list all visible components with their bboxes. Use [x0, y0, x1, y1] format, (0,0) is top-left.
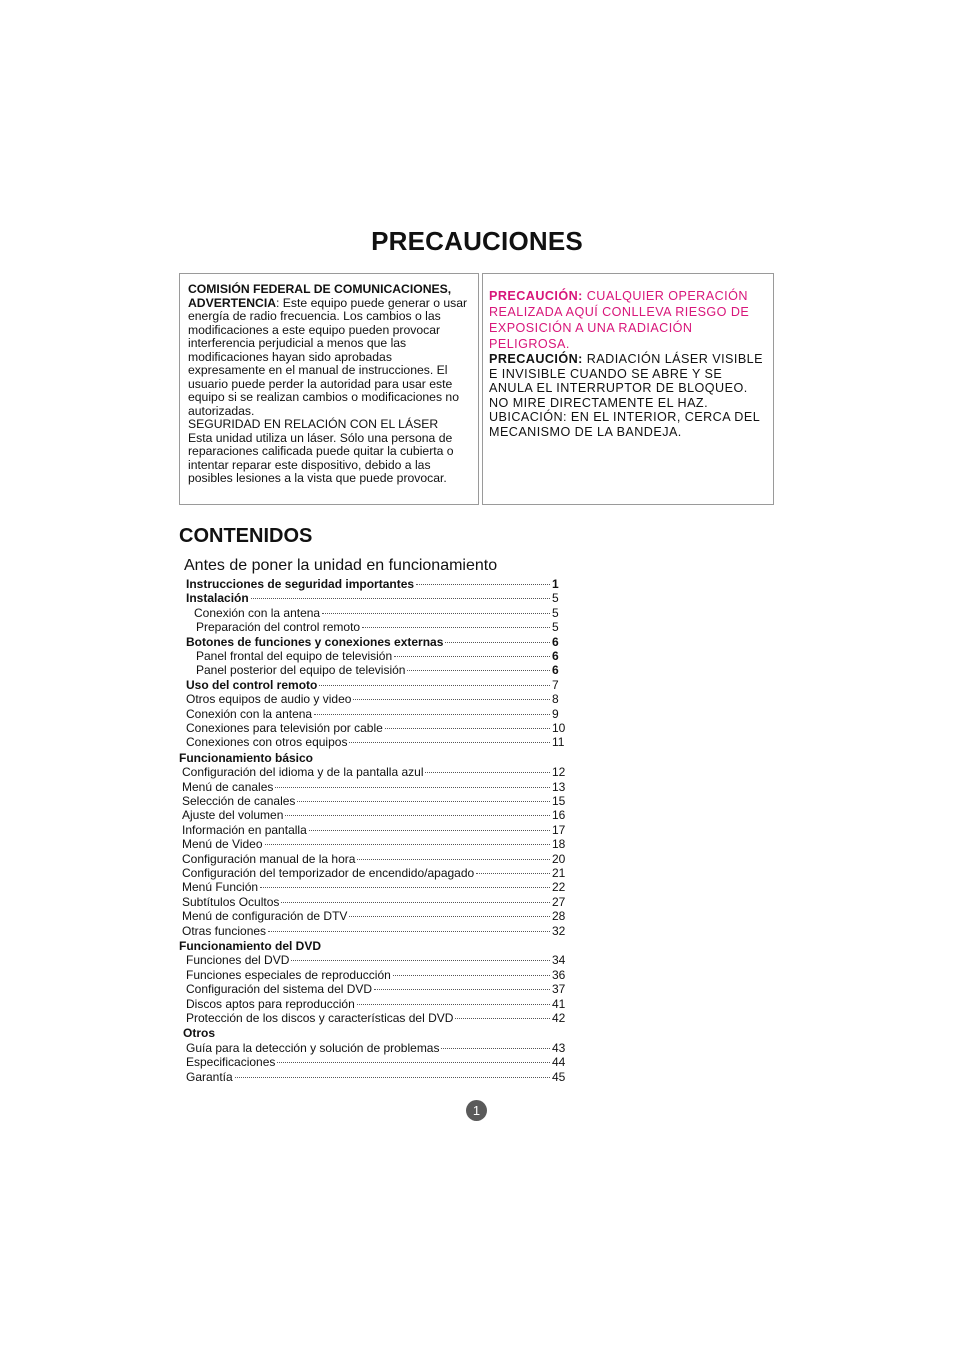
laser-caution-1 — [489, 288, 767, 352]
toc-entry — [186, 982, 570, 996]
toc-entry-page: 7 — [552, 677, 559, 692]
toc-entry-label: Conexiones para televisión por cable — [186, 721, 383, 735]
toc-entry-page: 22 — [552, 880, 566, 895]
toc-entry-label: Subtítulos Ocultos — [182, 894, 280, 909]
toc-entry-page: 16 — [552, 808, 566, 823]
laser-caution-1-label: PRECAUCIÓN: — [489, 289, 583, 303]
toc-entry-label: Instrucciones de seguridad importantes — [186, 577, 415, 591]
toc-entry-label: Conexión con la antena — [194, 605, 321, 620]
toc-leader-dots — [349, 916, 550, 917]
toc-entry-label: Conexión con la antena — [186, 706, 313, 721]
toc-entry — [196, 620, 570, 634]
toc-leader-dots — [394, 656, 550, 657]
toc-entry-label: Ajuste del volumen — [182, 808, 284, 823]
toc-entry — [186, 1055, 570, 1069]
toc-section-heading: Otros — [183, 1026, 216, 1041]
laser-safety-text: Esta unidad utiliza un láser. Sólo una persona de reparaciones calificada puede quitar la cubierta o intentar reparar este dispositivo, debido a las posibles lesiones a la vista que puede provocar. — [188, 430, 454, 485]
toc-leader-dots — [275, 787, 550, 788]
toc-entry-label: Botones de funciones y conexiones externas — [186, 634, 444, 649]
laser-caution-1-text: CUALQUIER OPERACIÓN REALIZADA AQUÍ CONLLEVA RIESGO DE EXPOSICIÓN A UNA RADIACIÓN PELIGROSA. — [489, 289, 750, 351]
toc-section-heading: Funcionamiento básico — [179, 750, 314, 765]
toc-leader-dots — [407, 670, 550, 671]
toc-entry — [186, 1041, 570, 1055]
toc-entry — [186, 591, 570, 605]
toc-entry-page: 21 — [552, 866, 566, 880]
toc-entry-page: 8 — [552, 692, 559, 707]
toc-entry-page: 6 — [552, 634, 559, 649]
toc-entry-label: Menú Función — [182, 880, 259, 895]
toc-entry — [186, 707, 570, 721]
toc-entry-label: Configuración del sistema del DVD — [186, 982, 373, 997]
toc-entry-page: 32 — [552, 923, 566, 938]
page-title: PRECAUCIONES — [371, 226, 583, 256]
toc-entry — [186, 997, 570, 1011]
toc-entry-label: Configuración manual de la hora — [182, 851, 356, 866]
toc-entry-page: 28 — [552, 909, 566, 924]
toc-leader-dots — [374, 989, 550, 990]
toc-leader-dots — [476, 873, 550, 874]
toc-entry-page: 5 — [552, 591, 559, 606]
toc-leader-dots — [314, 714, 550, 715]
laser-safety-heading: SEGURIDAD EN RELACIÓN CON EL LÁSER — [188, 417, 439, 431]
toc-entry — [186, 635, 570, 649]
toc-leader-dots — [445, 642, 550, 643]
toc-entry — [186, 678, 570, 692]
fcc-warning-label: ADVERTENCIA — [188, 295, 277, 310]
toc-entry-label: Menú de configuración de DTV — [182, 909, 348, 924]
toc-entry — [182, 895, 570, 909]
toc-leader-dots — [441, 1048, 550, 1049]
toc-entry-label: Otras funciones — [182, 923, 267, 938]
toc-entry-label: Preparación del control remoto — [196, 620, 361, 635]
toc-entry-page: 9 — [552, 706, 559, 721]
toc-entry — [182, 852, 570, 866]
toc-entry-page: 1 — [552, 577, 559, 591]
toc-entry-label: Panel posterior del equipo de televisión — [196, 663, 406, 678]
toc-leader-dots — [357, 859, 550, 860]
toc-leader-dots — [349, 742, 550, 743]
toc-leader-dots — [357, 1004, 550, 1005]
toc-entry — [182, 837, 570, 851]
toc-entry-page: 34 — [552, 953, 566, 968]
toc-entry-page: 10 — [552, 721, 566, 735]
toc-leader-dots — [291, 960, 550, 961]
toc-entry-page: 5 — [552, 605, 559, 620]
toc-leader-dots — [260, 887, 550, 888]
toc-entry-page: 27 — [552, 894, 566, 909]
toc-entry-label: Uso del control remoto — [186, 677, 318, 692]
toc-leader-dots — [455, 1018, 550, 1019]
toc-entry-label: Selección de canales — [182, 794, 296, 808]
toc-entry-label: Discos aptos para reproducción — [186, 996, 355, 1011]
contents-subtitle: Antes de poner la unidad en funcionamiento — [184, 557, 498, 574]
toc-leader-dots — [322, 613, 550, 614]
toc-leader-dots — [235, 1077, 550, 1078]
toc-entry — [194, 606, 570, 620]
toc-entry-label: Otros equipos de audio y video — [186, 692, 352, 707]
toc-entry-page: 6 — [552, 663, 559, 678]
toc-entry — [186, 953, 570, 967]
toc-entry-label: Garantía — [186, 1069, 233, 1084]
toc-entry-label: Guía para la detección y solución de problemas — [186, 1040, 440, 1055]
toc-leader-dots — [268, 931, 550, 932]
toc-entry-page: 45 — [552, 1069, 566, 1084]
toc-leader-dots — [251, 598, 550, 599]
toc-entry — [182, 823, 570, 837]
toc-entry-page: 12 — [552, 765, 566, 780]
toc-leader-dots — [277, 1062, 550, 1063]
toc-entry-page: 15 — [552, 794, 566, 808]
toc-entry — [186, 692, 570, 706]
contents-title: CONTENIDOS — [179, 525, 313, 547]
toc-entry-page: 36 — [552, 967, 566, 982]
toc-leader-dots — [265, 844, 550, 845]
toc-entry-label: Menú de Video — [182, 837, 263, 852]
toc-entry-label: Menú de canales — [182, 779, 274, 794]
laser-caution-2-text: RADIACIÓN LÁSER VISIBLE E INVISIBLE CUANDO SE ABRE Y SE ANULA EL INTERRUPTOR DE BLOQUEO. NO MIRE DIRECTAMENTE EL HAZ. — [489, 352, 763, 410]
fcc-warning-box — [179, 273, 479, 505]
toc-leader-dots — [297, 801, 550, 802]
toc-entry-label: Funciones del DVD — [186, 953, 290, 968]
toc-entry — [182, 909, 570, 923]
toc-leader-dots — [353, 699, 550, 700]
toc-entry-page: 18 — [552, 837, 566, 852]
toc-entry-label: Información en pantalla — [182, 822, 307, 837]
toc-entry — [186, 735, 570, 749]
toc-entry-page: 20 — [552, 851, 566, 866]
toc-entry — [196, 649, 570, 663]
toc-leader-dots — [319, 685, 550, 686]
toc-section-heading: Funcionamiento del DVD — [179, 939, 322, 953]
toc-entry-label: Instalación — [186, 591, 249, 606]
fcc-warning — [188, 297, 472, 419]
toc-entry — [186, 1070, 570, 1084]
toc-leader-dots — [385, 728, 550, 729]
toc-leader-dots — [309, 830, 550, 831]
toc-entry — [186, 1011, 570, 1025]
toc-leader-dots — [285, 815, 550, 816]
toc-entry-label: Panel frontal del equipo de televisión — [196, 649, 393, 663]
toc-entry-label: Funciones especiales de reproducción — [186, 967, 391, 982]
toc-entry — [186, 968, 570, 982]
toc-entry-page: 41 — [552, 996, 566, 1011]
toc-entry-page: 5 — [552, 620, 559, 635]
toc-entry — [182, 765, 570, 779]
toc-entry-label: Especificaciones — [186, 1055, 276, 1070]
toc-leader-dots — [425, 772, 550, 773]
toc-entry-label: Conexiones con otros equipos — [186, 735, 348, 750]
toc-leader-dots — [362, 627, 550, 628]
toc-entry-page: 37 — [552, 982, 566, 997]
toc-entry-page: 13 — [552, 779, 566, 794]
toc-entry-label: Configuración del idioma y de la pantalla azul — [182, 765, 424, 780]
laser-caution-2 — [489, 352, 767, 410]
toc-leader-dots — [393, 975, 550, 976]
toc-leader-dots — [281, 902, 550, 903]
toc-entry-page: 43 — [552, 1040, 566, 1055]
laser-caution-box — [482, 273, 774, 505]
toc-entry — [182, 880, 570, 894]
fcc-heading: COMISIÓN FEDERAL DE COMUNICACIONES, — [188, 282, 452, 296]
toc-leader-dots — [416, 584, 550, 585]
toc-entry-label: Protección de los discos y características del DVD — [186, 1011, 454, 1025]
toc-entry-page: 17 — [552, 822, 566, 837]
toc-entry — [182, 794, 570, 808]
toc-entry-page: 11 — [552, 735, 565, 750]
toc-entry — [182, 780, 570, 794]
toc-entry-label: Configuración del temporizador de encendido/apagado — [182, 866, 475, 880]
toc-entry-page: 44 — [552, 1055, 566, 1070]
toc-entry — [196, 663, 570, 677]
toc-entry — [186, 577, 570, 591]
toc-entry — [182, 866, 570, 880]
fcc-warning-text: : Este equipo puede generar o usar energía de radio frecuencia. Los cambios o las modificaciones a este equipo pueden provocar interferencia perjudicial a menos que las modificaciones hayan sido aprobadas expresamente en el manual de instrucciones. El usuario puede perder la autoridad para usar este equipo si se realizan cambios o modificaciones no autorizadas. — [188, 295, 468, 418]
toc-entry — [182, 808, 570, 822]
toc-entry — [186, 721, 570, 735]
toc-entry — [182, 924, 570, 938]
page-number: 1 — [466, 1100, 487, 1121]
toc-entry-page: 42 — [552, 1011, 566, 1025]
laser-caution-2-label: PRECAUCIÓN: — [489, 352, 583, 366]
laser-location: UBICACIÓN: EN EL INTERIOR, CERCA DEL MECANISMO DE LA BANDEJA. — [489, 410, 760, 439]
toc-entry-page: 6 — [552, 649, 559, 663]
